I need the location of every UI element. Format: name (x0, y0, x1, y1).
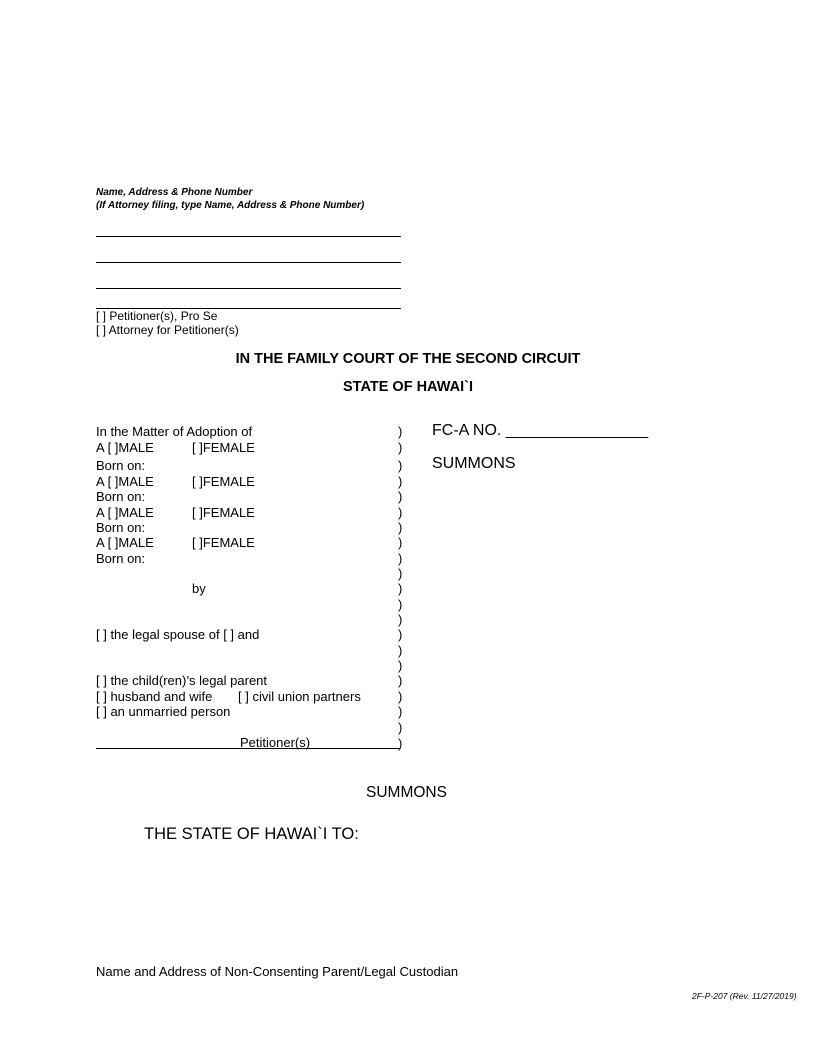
by-label: by (192, 581, 206, 596)
legal-spouse-checkbox[interactable]: [ ] the legal spouse of [ ] and (96, 627, 260, 642)
caption-paren-1: ) (398, 424, 403, 439)
document-type: SUMMONS (432, 455, 516, 472)
caption-paren-11: ) (398, 581, 403, 596)
caption-paren-2: ) (398, 440, 403, 455)
caption-paren-16: ) (398, 658, 403, 673)
child-2-born-on: Born on: (96, 489, 146, 504)
caption-paren-12: ) (398, 597, 403, 612)
child-4-born-on: Born on: (96, 551, 146, 566)
caption-paren-20: ) (398, 720, 403, 735)
husband-wife-checkbox[interactable]: [ ] husband and wife (96, 689, 213, 704)
court-state: STATE OF HAWAI`I (343, 379, 473, 395)
caption-paren-5: ) (398, 489, 403, 504)
caption-paren-18: ) (398, 689, 403, 704)
header-attorney-note: (If Attorney filing, type Name, Address & Phone Number) (96, 200, 365, 211)
form-number: 2F-P-207 (Rev. 11/27/2019) (692, 991, 797, 1001)
case-number-field[interactable]: FC-A NO. ________________ (432, 422, 649, 439)
child-4-male-checkbox[interactable]: A [ ]MALE (96, 535, 154, 550)
child-4-female-checkbox[interactable]: [ ]FEMALE (192, 535, 255, 550)
caption-paren-8: ) (398, 535, 403, 550)
child-2-male-checkbox[interactable]: A [ ]MALE (96, 474, 154, 489)
caption-paren-13: ) (398, 612, 403, 627)
unmarried-person-checkbox[interactable]: [ ] an unmarried person (96, 704, 231, 719)
child-1-male-checkbox[interactable]: A [ ]MALE (96, 440, 154, 455)
caption-paren-14: ) (398, 627, 403, 642)
child-3-male-checkbox[interactable]: A [ ]MALE (96, 505, 154, 520)
caption-paren-4: ) (398, 474, 403, 489)
petitioners-label: Petitioner(s) (240, 735, 311, 750)
matter-of-adoption: In the Matter of Adoption of (96, 424, 253, 439)
attorney-checkbox[interactable]: [ ] Attorney for Petitioner(s) (96, 323, 239, 337)
caption-paren-6: ) (398, 505, 403, 520)
caption-paren-3: ) (398, 458, 403, 473)
address-line-2[interactable] (96, 262, 401, 263)
child-1-female-checkbox[interactable]: [ ]FEMALE (192, 440, 255, 455)
child-3-female-checkbox[interactable]: [ ]FEMALE (192, 505, 255, 520)
header-name-address: Name, Address & Phone Number (96, 187, 253, 198)
caption-paren-9: ) (398, 551, 403, 566)
state-to-heading: THE STATE OF HAWAI`I TO: (144, 825, 359, 843)
court-title: IN THE FAMILY COURT OF THE SECOND CIRCUIT (235, 351, 581, 367)
caption-paren-19: ) (398, 704, 403, 719)
child-1-born-on: Born on: (96, 458, 146, 473)
child-2-female-checkbox[interactable]: [ ]FEMALE (192, 474, 255, 489)
address-line-1[interactable] (96, 236, 401, 237)
non-consenting-parent-label: Name and Address of Non-Consenting Parent/Legal Custodian (96, 964, 459, 979)
legal-parent-checkbox[interactable]: [ ] the child(ren)’s legal parent (96, 673, 268, 688)
caption-paren-7: ) (398, 520, 403, 535)
address-line-3[interactable] (96, 288, 401, 289)
caption-paren-17: ) (398, 673, 403, 688)
child-3-born-on: Born on: (96, 520, 146, 535)
caption-paren-10: ) (398, 566, 403, 581)
civil-union-checkbox[interactable]: [ ] civil union partners (238, 689, 361, 704)
caption-paren-15: ) (398, 643, 403, 658)
pro-se-checkbox[interactable]: [ ] Petitioner(s), Pro Se (96, 309, 218, 323)
caption-paren-21: ) (398, 736, 403, 751)
summons-heading: SUMMONS (366, 784, 447, 801)
